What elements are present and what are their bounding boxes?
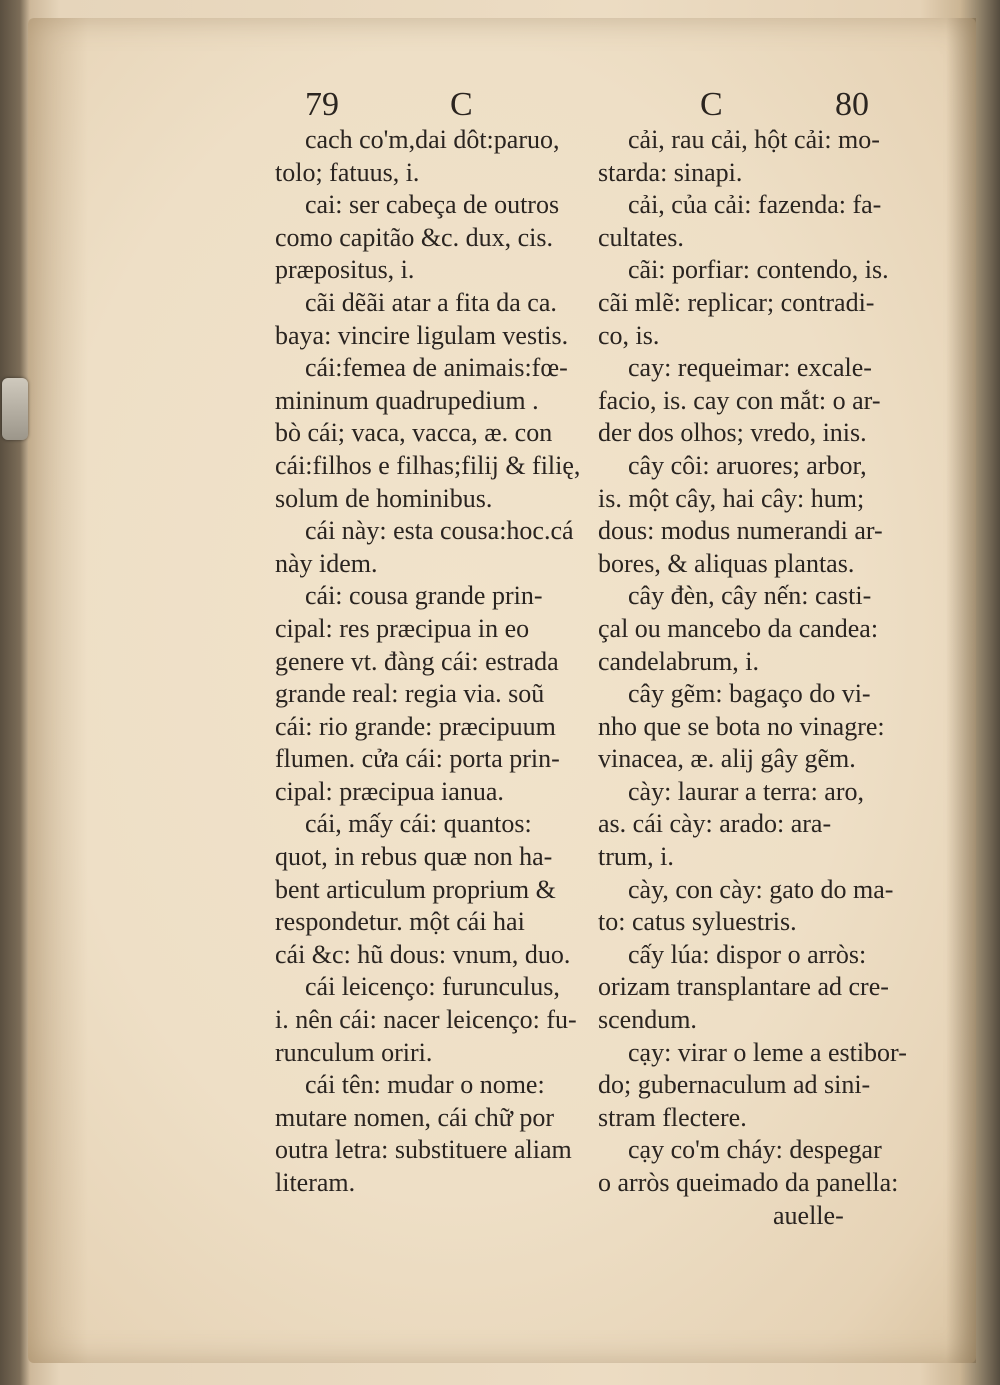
text-line: cái leicenço: furunculus, (305, 972, 560, 1002)
text-line: cach co'm,dai dôt:paruo, (305, 125, 560, 154)
text-line: dous: modus numerandi ar- (598, 516, 883, 546)
text-line: cây gẽm: bagaço do vi- (628, 679, 871, 709)
text-line: cai: ser cabeça de outros (305, 190, 560, 220)
text-line: respondetur. một cái hai (275, 907, 525, 937)
text-line: cái:filhos e filhas;filij & filię, (275, 450, 581, 480)
text-line: orizam transplantare ad cre- (598, 972, 889, 1002)
text-line: grande real: regia via. soũ (275, 679, 545, 709)
text-line: cultates. (598, 222, 684, 252)
text-line: cipal: præcipua ianua. (275, 776, 504, 806)
text-line: is. một cây, hai cây: hum; (598, 483, 865, 513)
text-line: to: catus syluestris. (598, 907, 797, 937)
text-line: cải, của cải: fazenda: fa- (628, 190, 882, 220)
text-line: cái, mấy cái: quantos: (305, 809, 532, 839)
text-line: co, is. (598, 320, 660, 350)
text-line: cãi dẽãi atar a fita da ca. (305, 287, 557, 317)
text-line: der dos olhos; vredo, inis. (598, 418, 867, 448)
metal-clasp (2, 378, 28, 440)
text-line: cipal: res præcipua in eo (275, 613, 530, 643)
text-line: bò cái; vaca, vacca, æ. con (275, 418, 553, 448)
text-line: bent articulum proprium & (275, 874, 556, 904)
right-page-number: 80 (835, 86, 869, 123)
text-line: çal ou mancebo da candea: (598, 613, 879, 643)
text-line: cải, rau cải, hột cải: mo- (628, 125, 880, 154)
left-running-letter: C (450, 86, 473, 123)
text-line: cây đèn, cây nến: casti- (628, 581, 872, 611)
text-line: cái &c: hũ dous: vnum, duo. (275, 939, 571, 969)
text-line: præpositus, i. (275, 255, 415, 285)
text-line: nho que se bota no vinagre: (598, 711, 885, 741)
text-line: cạy co'm cháy: despegar (628, 1135, 882, 1165)
text-line: cày, con cày: gato do ma- (628, 874, 894, 904)
text-line: scendum. (598, 1005, 697, 1035)
text-line: mutare nomen, cái chữ por (275, 1102, 555, 1132)
text-line: cạy: virar o leme a estibor- (628, 1037, 907, 1067)
text-line: facio, is. cay con mắt: o ar- (598, 385, 881, 415)
text-line: vinacea, æ. alij gây gẽm. (598, 744, 856, 774)
gutter-shadow (28, 18, 88, 1363)
left-column (275, 124, 585, 1200)
text-line: quot, in rebus quæ non ha- (275, 842, 553, 872)
text-line: literam. (275, 1168, 356, 1197)
text-line: cái: rio grande: præcipuum (275, 711, 556, 741)
text-line: cày: laurar a terra: aro, (628, 776, 865, 806)
text-line: cây côi: aruores; arbor, (628, 450, 867, 480)
left-page-number: 79 (305, 86, 339, 123)
text-line: como capitão &c. dux, cis. (275, 222, 553, 252)
text-line: runculum oriri. (275, 1037, 433, 1067)
text-line: genere vt. đàng cái: estrada (275, 646, 559, 676)
text-line: solum de hominibus. (275, 483, 493, 513)
catchword: auelle- (773, 1200, 844, 1230)
text-line: starda: sinapi. (598, 157, 743, 187)
text-line: cái này: esta cousa:hoc.cá (305, 516, 574, 546)
right-column (598, 124, 907, 1232)
text-line: mininum quadrupedium . (275, 385, 539, 415)
text-line: stram flectere. (598, 1102, 747, 1132)
text-line: baya: vincire ligulam vestis. (275, 320, 569, 350)
text-line: o arròs queimado da panella: (598, 1168, 899, 1197)
text-line: trum, i. (598, 842, 674, 872)
text-line: do; gubernaculum ad sini- (598, 1070, 871, 1100)
text-line: này idem. (275, 548, 378, 578)
text-line: tolo; fatuus, i. (275, 157, 420, 187)
text-line: cái: cousa grande prin- (305, 581, 543, 611)
text-line: cái tên: mudar o nome: (305, 1070, 545, 1100)
text-line: cãi mlẽ: replicar; contradi- (598, 287, 875, 317)
text-line: outra letra: substituere aliam (275, 1135, 572, 1165)
text-line: bores, & aliquas plantas. (598, 548, 855, 578)
text-line: i. nên cái: nacer leicenço: fu- (275, 1005, 577, 1035)
text-line: as. cái cày: arado: ara- (598, 809, 832, 839)
text-line: flumen. cửa cái: porta prin- (275, 744, 560, 774)
text-line: candelabrum, i. (598, 646, 759, 676)
right-edge-shadow (946, 18, 976, 1363)
text-line: cấy lúa: dispor o arròs: (628, 939, 867, 969)
text-line: cãi: porfiar: contendo, is. (628, 255, 889, 285)
text-line: cái:femea de animais:fœ- (305, 353, 568, 383)
right-running-letter: C (700, 86, 723, 123)
text-line: cay: requeimar: excale- (628, 353, 872, 383)
